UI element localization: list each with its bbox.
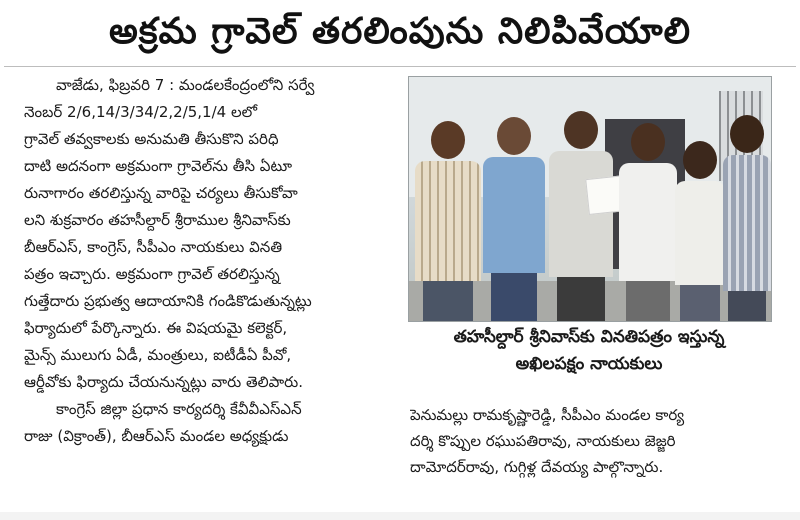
body-line: బీఆర్ఎస్, కాంగ్రెస్, సీపీఎం నాయకులు వినతి (24, 238, 283, 256)
caption-line-2: అఖిలపక్షం నాయకులు (515, 354, 663, 374)
photo-person (483, 117, 545, 321)
body-line: ఫిర్యాదులో పేర్కొన్నారు. ఈ విషయమై కలెక్టర్, (24, 319, 288, 337)
page-bottom-strip (0, 512, 800, 520)
body-line: గ్రావెల్ తవ్వకాలకు అనుమతి తీసుకొని పరిధి (24, 130, 279, 148)
photo-person (549, 111, 613, 321)
headline-divider (4, 66, 796, 67)
body-line: కాంగ్రెస్ జిల్లా ప్రధాన కార్యదర్శి కేవీవీఎస్ఎన్ (56, 400, 302, 418)
photo-person (415, 121, 481, 321)
body-line: రాజు (విక్రాంత్), బీఆర్ఎస్ మండల అధ్యక్షుడు (24, 427, 289, 445)
body-line: దాటి అదనంగా అక్రమంగా గ్రావెల్‌ను తీసి ఏటూ (24, 157, 293, 175)
body-line: పెనుమల్లు రామకృష్ణారెడ్డి, సీపీఎం మండల కార్య (410, 406, 685, 424)
body-line: నెంబర్ 2/6,14/3/34/2,2/5,1/4 లలో (24, 103, 258, 121)
body-line: దర్శి కొప్పుల రఘుపతిరావు, నాయకులు జెజ్జరి (410, 432, 676, 450)
article-body-left (24, 72, 400, 508)
body-line: గుత్తేదారు ప్రభుత్వ ఆదాయానికి గండికొడుతున్నట్లు (24, 292, 312, 310)
body-line: పత్రం ఇచ్చారు. అక్రమంగా గ్రావెల్ తరలిస్తున్న (24, 265, 280, 283)
photo-person (723, 115, 771, 321)
photo-person (619, 123, 677, 321)
caption-line-1: తహసీల్దార్ శ్రీనివాస్‌కు వినతిపత్రం ఇస్తున్న (453, 327, 725, 347)
headline: అక్రమ గ్రావెల్ తరలింపును నిలిపివేయాలి (108, 11, 691, 52)
body-line: లని శుక్రవారం తహసీల్దార్ శ్రీరాముల శ్రీనివాస్‌కు (24, 211, 291, 229)
news-photo (408, 76, 772, 322)
body-line: మైన్స్ ములుగు ఏడీ, మంత్రులు, ఐటీడీఏ పీవో, (24, 346, 292, 364)
photo-person (675, 141, 725, 321)
article-body-right (410, 402, 772, 480)
body-line: ఆర్డీవోకు ఫిర్యాదు చేయనున్నట్లు వారు తెలిపారు. (24, 373, 303, 391)
body-line: వాజేడు, ఫిబ్రవరి 7 : మండలకేంద్రంలోని సర్వే (56, 76, 315, 94)
body-line: రునాగారం తరలిస్తున్న వారిపై చర్యలు తీసుకోవా (24, 184, 298, 202)
body-line: దామోదర్‌రావు, గుగ్గిళ్ల దేవయ్య పాల్గొన్నారు. (410, 458, 664, 476)
photo-caption (408, 324, 770, 378)
